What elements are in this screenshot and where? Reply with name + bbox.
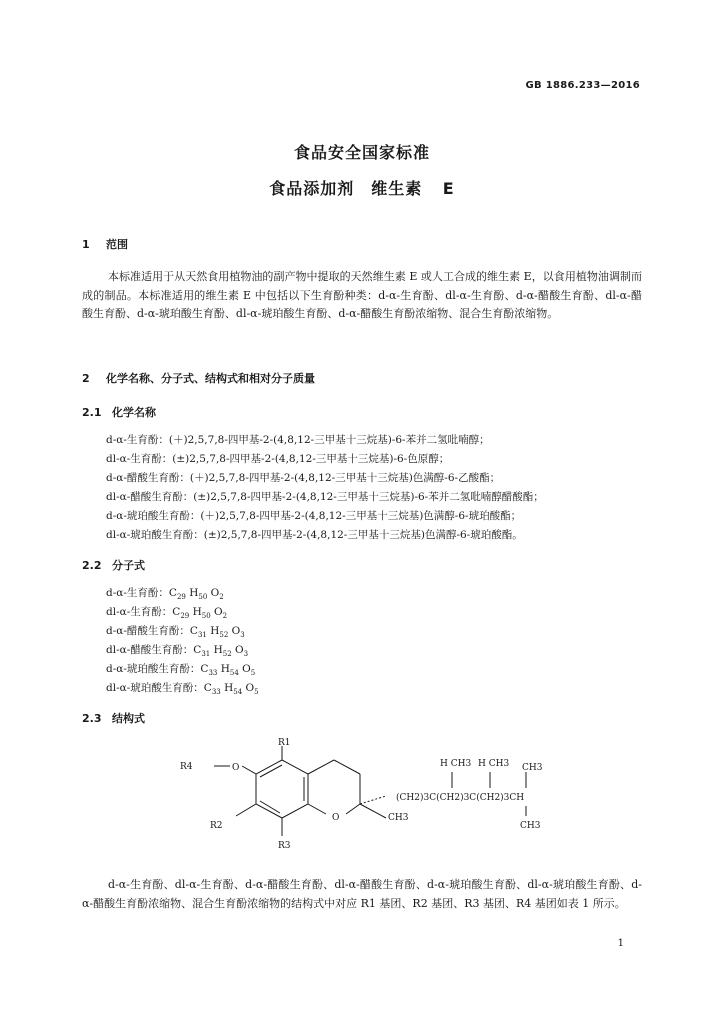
standard-number: GB 1886.233—2016 xyxy=(525,80,640,91)
section-number: 2.3 xyxy=(82,712,102,725)
formula-subscript: 29 xyxy=(176,593,186,602)
formula-element: C xyxy=(189,625,198,637)
section-2-heading xyxy=(82,370,315,386)
chemical-name-item: dl-α-琥珀酸生育酚：(±)2,5,7,8-四甲基-2-(4,8,12-三甲基十三烷基)色满醇-6-琥珀酸酯。 xyxy=(106,529,523,541)
chemical-name-item: d-α-醋酸生育酚：(＋)2,5,7,8-四甲基-2-(4,8,12-三甲基十三烷基)色满醇-6-乙酸酯； xyxy=(106,472,501,484)
formula-subscript: 50 xyxy=(198,593,208,602)
section-2-3-heading xyxy=(82,710,145,726)
section-1-paragraph: 本标准适用于从天然食用植物油的副产物中提取的天然维生素 E 或人工合成的维生素 E，以食用植物油调制而成的制品。本标准适用的维生素 E 中包括以下生育酚种类：d-α-生育酚、dl-α-生育酚、d-α-醋酸生育酚、dl-α-醋酸生育酚、d-α-琥珀酸生育酚、dl-α-琥珀酸生育酚、d-α-醋酸生育酚浓缩物、混合生育酚浓缩物。 xyxy=(82,270,642,320)
formula-subscript: 52 xyxy=(219,631,229,640)
chemical-name-item: d-α-生育酚：(＋)2,5,7,8-四甲基-2-(4,8,12-三甲基十三烷基)-6-苯并二氢吡喃醇； xyxy=(106,434,490,446)
phenol-oxygen-label: O xyxy=(232,763,240,773)
section-number: 2.1 xyxy=(82,406,102,419)
compound-name: d-α-生育酚： xyxy=(106,587,169,599)
chemical-name-item: d-α-琥珀酸生育酚：(＋)2,5,7,8-四甲基-2-(4,8,12-三甲基十三烷基)色满醇-6-琥珀酸酯； xyxy=(106,510,522,522)
chemical-name-item: dl-α-醋酸生育酚：(±)2,5,7,8-四甲基-2-(4,8,12-三甲基十三烷基)-6-苯并二氢吡喃醇醋酸酯； xyxy=(106,491,544,503)
formula-element: H xyxy=(217,663,230,675)
section-number: 2.2 xyxy=(82,559,102,572)
r1-label: R1 xyxy=(278,738,291,748)
formula-element: H xyxy=(210,644,223,656)
section-2-1-heading xyxy=(82,404,156,420)
compound-name: dl-α-生育酚： xyxy=(106,606,173,618)
branch-label-1: H CH3 xyxy=(440,759,472,769)
side-chain-label: (CH2)3C(CH2)3C(CH2)3CH xyxy=(396,793,525,803)
molecular-formula-item xyxy=(106,642,248,658)
formula-subscript: 54 xyxy=(229,669,239,678)
formula-element: H xyxy=(220,682,234,694)
page-number: 1 xyxy=(617,938,624,949)
formula-element: O xyxy=(207,587,220,599)
formula-element: C xyxy=(172,606,181,618)
formula-subscript: 5 xyxy=(254,688,259,697)
chemical-name-item: dl-α-生育酚：(±)2,5,7,8-四甲基-2-(4,8,12-三甲基十三烷基)-6-色原醇； xyxy=(106,453,450,465)
formula-element: O xyxy=(238,663,251,675)
formula-element: C xyxy=(200,663,209,675)
formula-element: O xyxy=(231,644,244,656)
benzene-ring xyxy=(256,760,308,818)
compound-name: d-α-醋酸生育酚： xyxy=(106,625,190,637)
formula-subscript: 31 xyxy=(197,631,207,640)
formula-subscript: 2 xyxy=(222,612,228,621)
section-number: 1 xyxy=(82,238,90,251)
section-title: 化学名称 xyxy=(112,406,156,419)
section-title: 分子式 xyxy=(112,559,145,572)
formula-subscript: 54 xyxy=(233,688,243,697)
formula-element: H xyxy=(206,625,220,637)
formula-subscript: 3 xyxy=(240,631,245,640)
formula-subscript: 33 xyxy=(208,669,218,678)
formula-subscript: 50 xyxy=(201,612,211,621)
formula-subscript: 33 xyxy=(211,688,221,697)
structure-caption: d-α-生育酚、dl-α-生育酚、d-α-醋酸生育酚、dl-α-醋酸生育酚、d-α-琥珀酸生育酚、dl-α-琥珀酸生育酚、d-α-醋酸生育酚浓缩物、混合生育酚浓缩物的结构式中对应 R1 基团、R2 基团、R3 基团、R4 基团如表 1 所示。 xyxy=(82,878,642,910)
section-title: 范围 xyxy=(106,238,128,251)
section-1-heading xyxy=(82,236,128,252)
methyl-label: CH3 xyxy=(388,813,409,823)
ring-oxygen-label: O xyxy=(332,813,340,823)
formula-element: O xyxy=(210,606,223,618)
formula-subscript: 5 xyxy=(250,669,256,678)
formula-element: H xyxy=(185,587,199,599)
r3-label: R3 xyxy=(278,841,291,851)
compound-name: dl-α-琥珀酸生育酚： xyxy=(106,682,204,694)
formula-element: O xyxy=(228,625,241,637)
formula-subscript: 29 xyxy=(180,612,190,621)
section-title: 化学名称、分子式、结构式和相对分子质量 xyxy=(106,372,315,385)
terminal-methyl-bottom: CH3 xyxy=(520,821,541,831)
terminal-methyl-top: CH3 xyxy=(522,763,543,773)
compound-name: dl-α-醋酸生育酚： xyxy=(106,644,194,656)
formula-subscript: 31 xyxy=(201,650,211,659)
formula-element: C xyxy=(193,644,202,656)
structural-formula xyxy=(150,736,570,866)
formula-element: H xyxy=(189,606,202,618)
section-number: 2 xyxy=(82,372,90,385)
section-2-2-heading xyxy=(82,557,145,573)
molecular-formula-item xyxy=(106,680,259,696)
molecular-formula-item xyxy=(106,585,224,601)
r2-label: R2 xyxy=(210,821,223,831)
molecular-formula-item xyxy=(106,661,255,677)
formula-element: C xyxy=(168,587,177,599)
document-subtitle: 食品添加剂 维生素 E xyxy=(269,179,455,198)
r4-label: R4 xyxy=(180,762,193,772)
formula-subscript: 2 xyxy=(219,593,224,602)
formula-element: O xyxy=(242,682,255,694)
formula-subscript: 3 xyxy=(243,650,249,659)
document-title: 食品安全国家标准 xyxy=(293,143,430,162)
molecular-formula-item xyxy=(106,623,245,639)
molecular-formula-item xyxy=(106,604,227,620)
compound-name: d-α-琥珀酸生育酚： xyxy=(106,663,201,675)
formula-subscript: 52 xyxy=(222,650,232,659)
section-title: 结构式 xyxy=(112,712,145,725)
formula-element: C xyxy=(203,682,212,694)
branch-label-2: H CH3 xyxy=(478,759,510,769)
